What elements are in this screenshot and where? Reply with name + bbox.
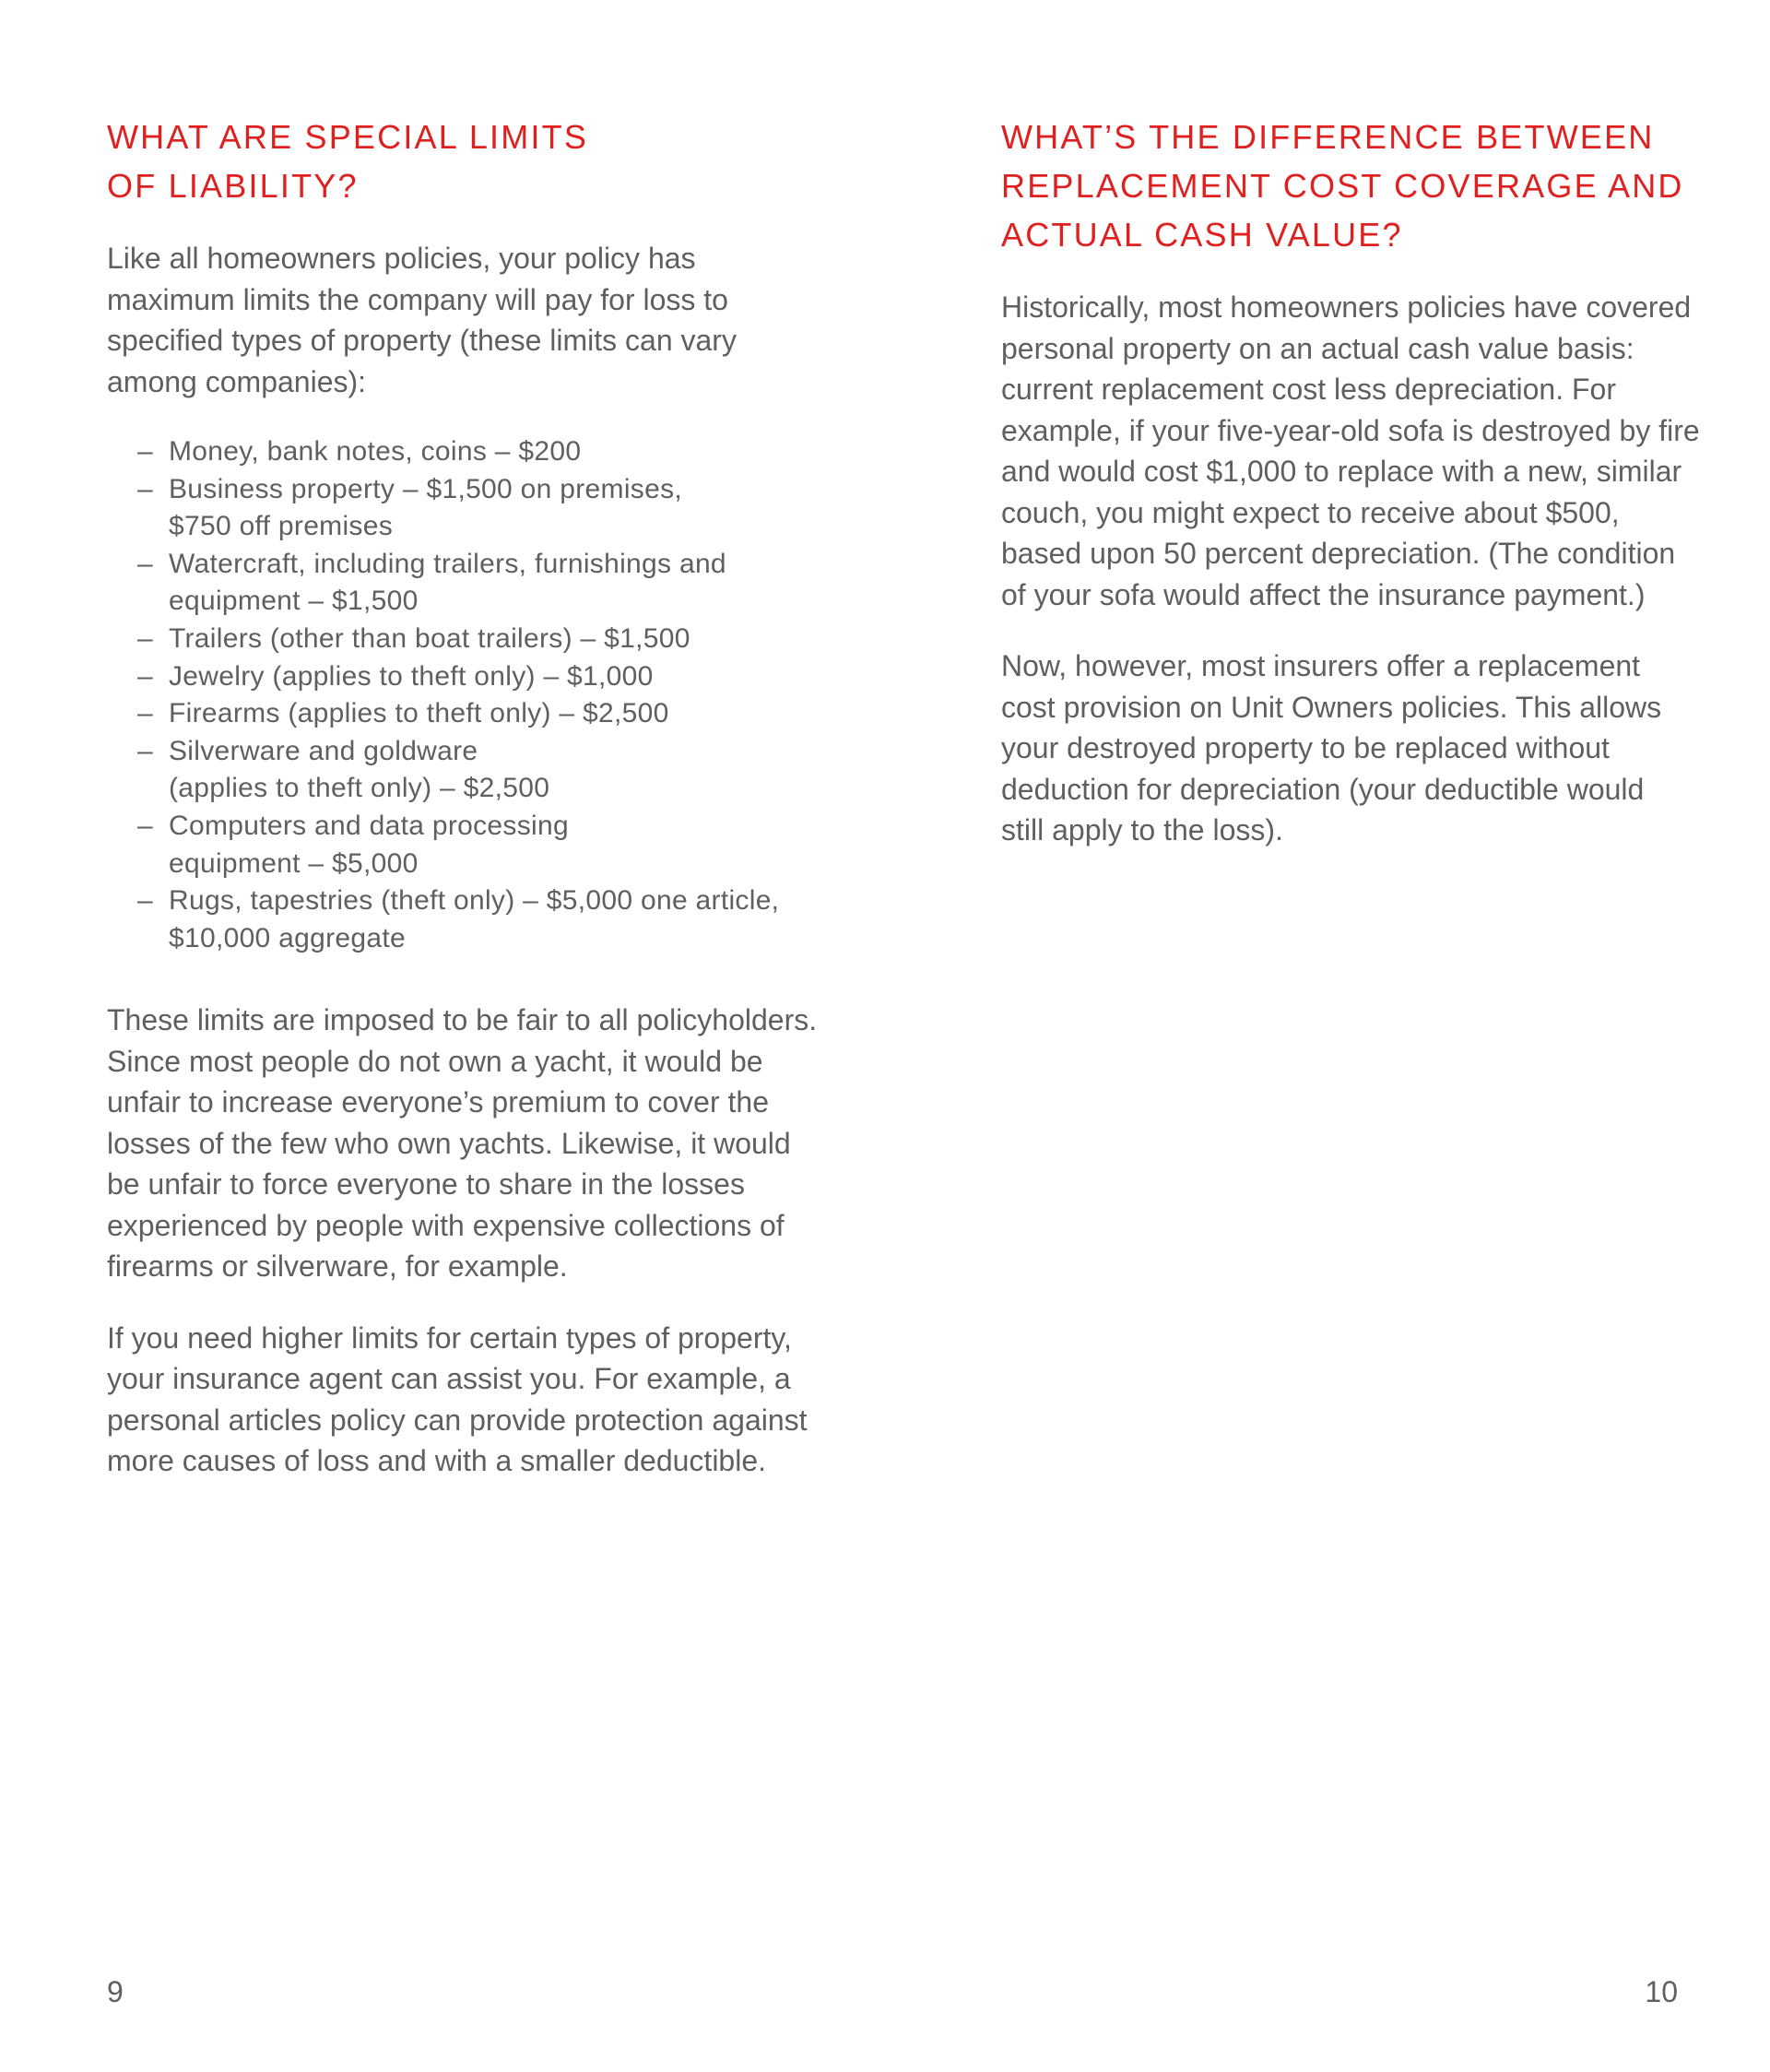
dash-bullet-icon: – (137, 810, 153, 841)
list-item: – Money, bank notes, coins – $200 (137, 433, 789, 471)
dash-bullet-icon: – (137, 735, 153, 766)
higher-limits-paragraph: If you need higher limits for certain types of property, your insurance agent can assist you. For example, a personal articles policy can provide protection against more causes of loss and with a smaller deductible. (107, 1320, 808, 1478)
right-page (885, 0, 1770, 2072)
dash-bullet-icon: – (137, 473, 153, 504)
dash-bullet-icon: – (137, 885, 153, 917)
dash-bullet-icon: – (137, 548, 153, 579)
dash-bullet-icon: – (137, 622, 153, 654)
actual-cash-value-paragraph: Historically, most homeowners policies have covered personal property on an actual cash value basis: current replacement cost less depreciation. For example, if your five-year-old sofa is destroyed by fire and would cost $1,000 to replace with a new, similar couch, you might expect to receive about $500, based upon 50 percent depreciation. (The condition of your sofa would affect the insurance payment.) (1001, 290, 1700, 611)
right-column (1001, 112, 1700, 851)
dash-bullet-icon: – (137, 698, 153, 729)
list-item: – Firearms (applies to theft only) – $2,500 (137, 695, 789, 733)
replacement-cost-heading: WHAT’S THE DIFFERENCE BETWEEN REPLACEMENT COST COVERAGE AND ACTUAL CASH VALUE? (1001, 118, 1684, 254)
dash-bullet-icon: – (137, 660, 153, 692)
list-item: – Trailers (other than boat trailers) – $1,500 (137, 621, 789, 658)
special-limits-intro: Like all homeowners policies, your policy has maximum limits the company will pay for loss to specified types of property (these limits can vary among companies): (107, 242, 737, 398)
list-item: – Silverware and goldware (applies to theft only) – $2,500 (137, 733, 789, 808)
fairness-paragraph: These limits are imposed to be fair to all policyholders. Since most people do not own a yacht, it would be unfair to increase everyone’s premium to cover the losses of the few who own yachts. Likewise, it would be unfair to force everyone to share in the losses experienced by people with expensive collections of firearms or silverware, for example. (107, 1003, 818, 1284)
left-column (107, 112, 818, 1482)
list-item: – Watercraft, including trailers, furnishings and equipment – $1,500 (137, 546, 789, 621)
list-item: – Rugs, tapestries (theft only) – $5,000 one article, $10,000 aggregate (137, 882, 789, 957)
page-number-left: 9 (107, 1975, 124, 2008)
list-item: – Business property – $1,500 on premises, $750 off premises (137, 471, 789, 546)
list-item: – Computers and data processing equipment – $5,000 (137, 808, 789, 882)
special-limits-heading: WHAT ARE SPECIAL LIMITS OF LIABILITY? (107, 118, 589, 205)
list-item: – Jewelry (applies to theft only) – $1,000 (137, 658, 789, 696)
page-number-right: 10 (1645, 1975, 1678, 2008)
limits-list (107, 433, 789, 957)
dash-bullet-icon: – (137, 436, 153, 467)
replacement-provision-paragraph: Now, however, most insurers offer a replacement cost provision on Unit Owners policies. This allows your destroyed property to be replaced without deduction for depreciation (your deductible would still apply to the loss). (1001, 649, 1662, 847)
